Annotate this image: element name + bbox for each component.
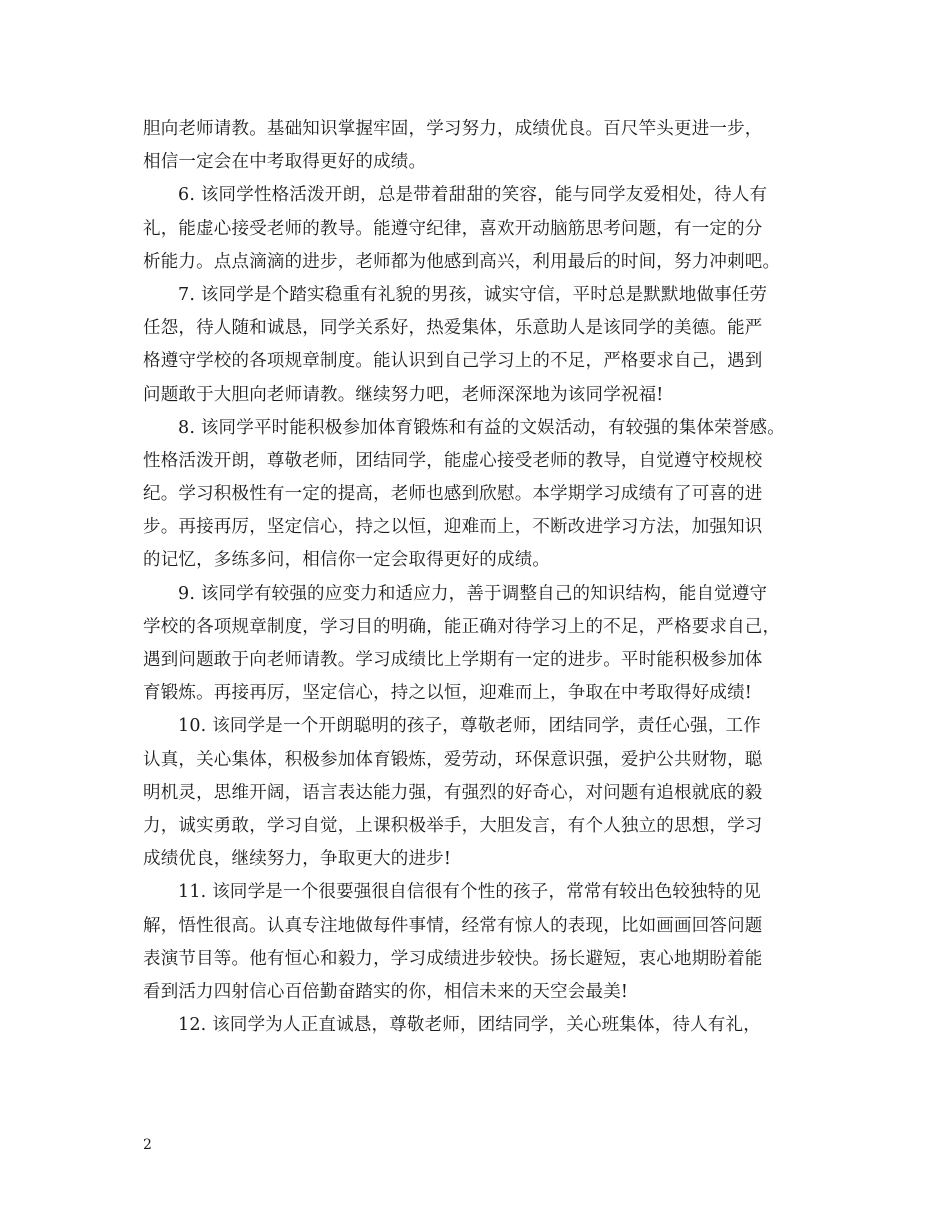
paragraph-line: 看到活力四射信心百倍勤奋踏实的你，相信未来的天空会最美!: [143, 981, 629, 1002]
paragraph-first-line: 10. 该同学是一个开朗聪明的孩子，尊敬老师，团结同学，责任心强，工作: [178, 716, 761, 737]
paragraph-first-line: 7. 该同学是个踏实稳重有礼貌的男孩，诚实守信，平时总是默默地做事任劳: [178, 284, 768, 305]
paragraph-line: 任怨，待人随和诚恳，同学关系好，热爱集体，乐意助人是该同学的美德。能严: [143, 318, 763, 339]
paragraph-first-line: 11. 该同学是一个很要强很自信很有个性的孩子，常常有较出色较独特的见: [178, 882, 761, 903]
paragraph-line: 格遵守学校的各项规章制度。能认识到自己学习上的不足，严格要求自己，遇到: [143, 351, 763, 372]
paragraph-line: 问题敢于大胆向老师请教。继续努力吧，老师深深地为该同学祝福!: [143, 384, 664, 405]
paragraph-line: 胆向老师请教。基础知识掌握牢固，学习努力，成绩优良。百尺竿头更进一步，: [143, 119, 763, 139]
paragraph-line: 认真，关心集体，积极参加体育锻炼，爱劳动，环保意识强，爱护公共财物，聪: [143, 749, 763, 770]
paragraph-line: 育锻炼。再接再厉，坚定信心，持之以恒，迎难而上，争取在中考取得好成绩!: [143, 683, 753, 704]
paragraph-line: 礼，能虚心接受老师的教导。能遵守纪律，喜欢开动脑筋思考问题，有一定的分: [143, 218, 763, 239]
paragraph-line: 步。再接再厉，坚定信心，持之以恒，迎难而上，不断改进学习方法，加强知识: [143, 517, 763, 538]
paragraph-line: 学校的各项规章制度，学习目的明确，能正确对待学习上的不足，严格要求自己，: [143, 616, 781, 637]
paragraph-line: 解，悟性很高。认真专注地做每件事情，经常有惊人的表现，比如画画回答问题: [143, 915, 763, 936]
paragraph-line: 析能力。点点滴滴的进步，老师都为他感到高兴，利用最后的时间，努力冲刺吧。: [143, 251, 781, 272]
paragraph-line: 成绩优良，继续努力，争取更大的进步!: [143, 849, 452, 870]
paragraph-line: 表演节目等。他有恒心和毅力，学习成绩进步较快。扬长避短，衷心地期盼着能: [143, 948, 763, 969]
page-number: 2: [143, 1137, 152, 1153]
paragraph-line: 的记忆，多练多问，相信你一定会取得更好的成绩。: [143, 550, 551, 571]
paragraph-line: 性格活泼开朗，尊敬老师，团结同学，能虚心接受老师的教导，自觉遵守校规校: [143, 450, 763, 471]
paragraph-line: 纪。学习积极性有一定的提高，老师也感到欣慰。本学期学习成绩有了可喜的进: [143, 484, 763, 505]
paragraph-first-line: 6. 该同学性格活泼开朗，总是带着甜甜的笑容，能与同学友爱相处，待人有: [178, 185, 768, 206]
paragraph-line: 力，诚实勇敢，学习自觉，上课积极举手，大胆发言，有个人独立的思想，学习: [143, 815, 763, 836]
paragraph-first-line: 9. 该同学有较强的应变力和适应力，善于调整自己的知识结构，能自觉遵守: [178, 583, 768, 604]
paragraph-first-line: 12. 该同学为人正直诚恳，尊敬老师，团结同学，关心班集体，待人有礼，: [178, 1015, 761, 1036]
paragraph-line: 相信一定会在中考取得更好的成绩。: [143, 152, 427, 173]
paragraph-line: 明机灵，思维开阔，语言表达能力强，有强烈的好奇心，对问题有追根就底的毅: [143, 782, 763, 803]
paragraph-first-line: 8. 该同学平时能积极参加体育锻炼和有益的文娱活动，有较强的集体荣誉感。: [178, 417, 785, 438]
document-body: [143, 113, 823, 1042]
paragraph-line: 遇到问题敢于向老师请教。学习成绩比上学期有一定的进步。平时能积极参加体: [143, 650, 763, 670]
